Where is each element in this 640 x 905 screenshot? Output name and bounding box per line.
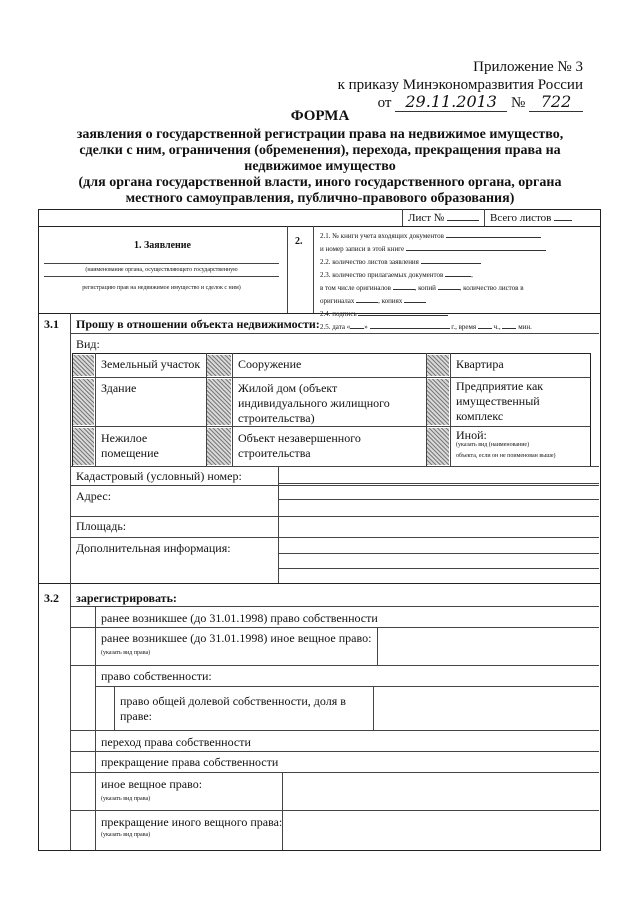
other-note2: объекта, если он не поименован выше) bbox=[456, 453, 556, 459]
cadastral-label: Кадастровый (условный) номер: bbox=[76, 469, 242, 483]
building-checkbox[interactable] bbox=[73, 379, 94, 425]
other-label: Иной: bbox=[456, 428, 487, 442]
prior-ownership-label: ранее возникшее (до 31.01.1998) право собственности bbox=[101, 611, 378, 625]
shared-ownership-label: право общей долевой собственности, доля в праве: bbox=[120, 694, 346, 723]
prior-other-right-label: ранее возникшее (до 31.01.1998) иное вещное право: bbox=[101, 631, 372, 645]
form-title: ФОРМА bbox=[290, 108, 350, 124]
nonres-label: Нежилое помещение bbox=[101, 431, 159, 460]
sheet-number-label: Лист № bbox=[408, 211, 479, 225]
section-3-2-title: зарегистрировать: bbox=[76, 591, 177, 605]
house-label: Жилой дом (объект индивидуального жилищного строительства) bbox=[238, 381, 390, 425]
enterprise-label: Предприятие как имущественный комплекс bbox=[456, 379, 544, 423]
from-label: от bbox=[377, 95, 392, 111]
section1-title: 1. Заявление bbox=[134, 240, 191, 251]
area-label: Площадь: bbox=[76, 519, 127, 533]
handwritten-date: 29.11.2013 bbox=[395, 92, 507, 112]
apartment-checkbox[interactable] bbox=[427, 355, 449, 376]
section1-note2: регистрацию прав на недвижимое имущество и сделок с ним) bbox=[82, 285, 241, 291]
number-label: № bbox=[510, 95, 526, 111]
section-3-1-title: Прошу в отношении объекта недвижимости: bbox=[76, 317, 320, 331]
unfinished-label: Объект незавершенного строительства bbox=[238, 431, 361, 460]
form-subtitle: заявления о государственной регистрации права на недвижимое имущество, сделки с ним, ограничения (обременения), перехода, прекращения права на недвижимое имущество (для органа государственной власти, иного государственного органа, органа местного самоуправления, публично-правового образования) bbox=[76, 127, 564, 206]
other-right-termination-note: (указать вид права) bbox=[101, 832, 151, 838]
section2-number: 2. bbox=[295, 236, 303, 247]
appendix-label: Приложение № 3 bbox=[473, 59, 583, 75]
sheet-total-label: Всего листов bbox=[490, 211, 572, 225]
additional-info-label: Дополнительная информация: bbox=[76, 541, 231, 555]
kind-label: Вид: bbox=[76, 337, 100, 351]
house-checkbox[interactable] bbox=[207, 379, 231, 425]
other-right-termination-label: прекращение иного вещного права: bbox=[101, 815, 283, 829]
enterprise-checkbox[interactable] bbox=[427, 379, 449, 425]
other-note1: (указать вид (наименование) bbox=[456, 442, 530, 448]
other-checkbox[interactable] bbox=[427, 428, 449, 465]
nonres-checkbox[interactable] bbox=[73, 428, 94, 465]
address-label: Адрес: bbox=[76, 489, 112, 503]
section-3-2-number: 3.2 bbox=[44, 591, 59, 605]
other-right-note: (указать вид права) bbox=[101, 796, 151, 802]
handwritten-number: 722 bbox=[529, 92, 583, 112]
structure-checkbox[interactable] bbox=[207, 355, 231, 376]
section2-details: 2.1. № книги учета входящих документов и номер записи в этой книге 2.2. количество листов заявления 2.3. количество прилагаемых документов , в том числе оригиналов , копий , количество листов в оригиналах , копиях 2.4. подпись 2.5. дата « » г., время ч., мин. bbox=[320, 228, 596, 332]
prior-other-right-note: (указать вид права) bbox=[101, 650, 151, 656]
ownership-label: право собственности: bbox=[101, 669, 212, 683]
unfinished-checkbox[interactable] bbox=[207, 428, 231, 465]
transfer-label: переход права собственности bbox=[101, 735, 251, 749]
section-3-1-number: 3.1 bbox=[44, 317, 59, 331]
structure-label: Сооружение bbox=[238, 357, 302, 371]
building-label: Здание bbox=[101, 381, 137, 395]
land-label: Земельный участок bbox=[101, 357, 201, 371]
land-checkbox[interactable] bbox=[73, 355, 94, 376]
section1-note1: (наименование органа, осуществляющего государственную bbox=[85, 267, 238, 273]
order-label: к приказу Минэкономразвития России bbox=[337, 77, 583, 93]
other-right-label: иное вещное право: bbox=[101, 777, 203, 791]
termination-label: прекращение права собственности bbox=[101, 755, 279, 769]
apartment-label: Квартира bbox=[456, 357, 504, 371]
